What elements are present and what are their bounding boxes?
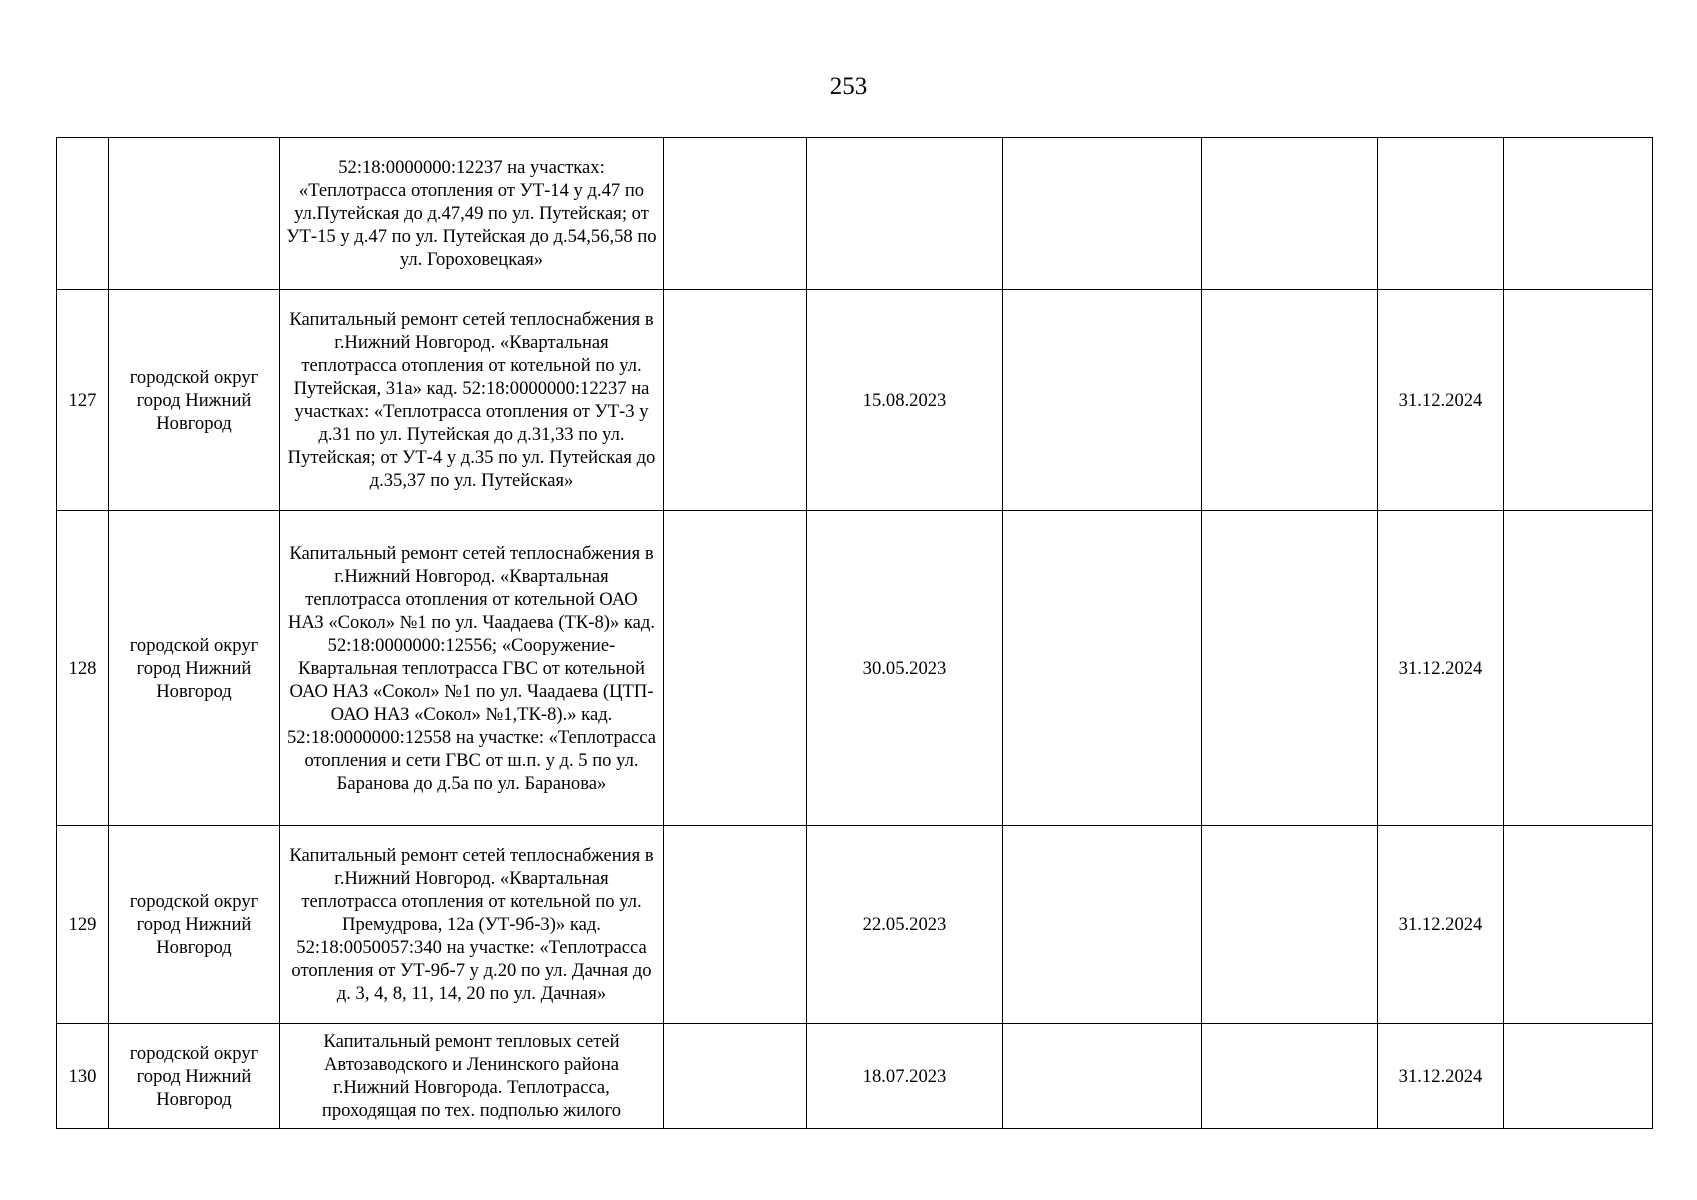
empty-cell (1003, 511, 1202, 826)
empty-cell (1003, 1024, 1202, 1129)
row-number: 127 (57, 290, 109, 511)
row-number: 130 (57, 1024, 109, 1129)
start-date-cell: 22.05.2023 (807, 826, 1003, 1024)
empty-cell (664, 826, 807, 1024)
empty-cell (1003, 290, 1202, 511)
description-cell: 52:18:0000000:12237 на участках: «Теплотрасса отопления от УТ-14 у д.47 по ул.Путейская до д.47,49 по ул. Путейская; от УТ-15 у д.47 по ул. Путейская до д.54,56,58 по ул. Гороховецкая» (280, 138, 664, 290)
empty-cell (1504, 511, 1653, 826)
empty-cell (1504, 290, 1653, 511)
empty-cell (664, 290, 807, 511)
description-cell: Капитальный ремонт сетей теплоснабжения в г.Нижний Новгород. «Квартальная теплотрасса отопления от котельной по ул. Путейская, 31а» кад. 52:18:0000000:12237 на участках: «Теплотрасса отопления от УТ-3 у д.31 по ул. Путейская до д.31,33 по ул. Путейская; от УТ-4 у д.35 по ул. Путейская до д.35,37 по ул. Путейская» (280, 290, 664, 511)
end-date-cell (1378, 138, 1504, 290)
empty-cell (1003, 826, 1202, 1024)
empty-cell (1202, 826, 1378, 1024)
end-date-cell: 31.12.2024 (1378, 511, 1504, 826)
empty-cell (664, 511, 807, 826)
description-cell: Капитальный ремонт тепловых сетей Автозаводского и Ленинского района г.Нижний Новгорода. Теплотрасса, проходящая по тех. подполью жилого (280, 1024, 664, 1129)
table-row (57, 290, 1653, 511)
end-date-cell: 31.12.2024 (1378, 290, 1504, 511)
page-number: 253 (829, 73, 868, 100)
description-cell: Капитальный ремонт сетей теплоснабжения в г.Нижний Новгород. «Квартальная теплотрасса отопления от котельной по ул. Премудрова, 12а (УТ-9б-3)» кад. 52:18:0050057:340 на участке: «Теплотрасса отопления от УТ-9б-7 у д.20 по ул. Дачная до д. 3, 4, 8, 11, 14, 20 по ул. Дачная» (280, 826, 664, 1024)
empty-cell (1504, 138, 1653, 290)
empty-cell (1202, 290, 1378, 511)
empty-cell (1003, 138, 1202, 290)
table-row (57, 511, 1653, 826)
end-date-cell: 31.12.2024 (1378, 826, 1504, 1024)
municipality-cell: городской округ город Нижний Новгород (109, 290, 280, 511)
municipality-cell: городской округ город Нижний Новгород (109, 1024, 280, 1129)
table-row (57, 1024, 1653, 1129)
empty-cell (1202, 1024, 1378, 1129)
empty-cell (664, 1024, 807, 1129)
municipality-cell (109, 138, 280, 290)
table-row (57, 826, 1653, 1024)
row-number (57, 138, 109, 290)
empty-cell (664, 138, 807, 290)
start-date-cell: 18.07.2023 (807, 1024, 1003, 1129)
empty-cell (1504, 826, 1653, 1024)
table-row (57, 138, 1653, 290)
municipality-cell: городской округ город Нижний Новгород (109, 826, 280, 1024)
start-date-cell: 30.05.2023 (807, 511, 1003, 826)
row-number: 129 (57, 826, 109, 1024)
data-table (56, 137, 1653, 1129)
row-number: 128 (57, 511, 109, 826)
description-cell: Капитальный ремонт сетей теплоснабжения в г.Нижний Новгород. «Квартальная теплотрасса отопления от котельной ОАО НАЗ «Сокол» №1 по ул. Чаадаева (ТК-8)» кад. 52:18:0000000:12556; «Сооружение-Квартальная теплотрасса ГВС от котельной ОАО НАЗ «Сокол» №1 по ул. Чаадаева (ЦТП- ОАО НАЗ «Сокол» №1,ТК-8).» кад. 52:18:0000000:12558 на участке: «Теплотрасса отопления и сети ГВС от ш.п. у д. 5 по ул. Баранова до д.5а по ул. Баранова» (280, 511, 664, 826)
empty-cell (1202, 138, 1378, 290)
municipality-cell: городской округ город Нижний Новгород (109, 511, 280, 826)
empty-cell (1504, 1024, 1653, 1129)
empty-cell (1202, 511, 1378, 826)
end-date-cell: 31.12.2024 (1378, 1024, 1504, 1129)
start-date-cell (807, 138, 1003, 290)
start-date-cell: 15.08.2023 (807, 290, 1003, 511)
